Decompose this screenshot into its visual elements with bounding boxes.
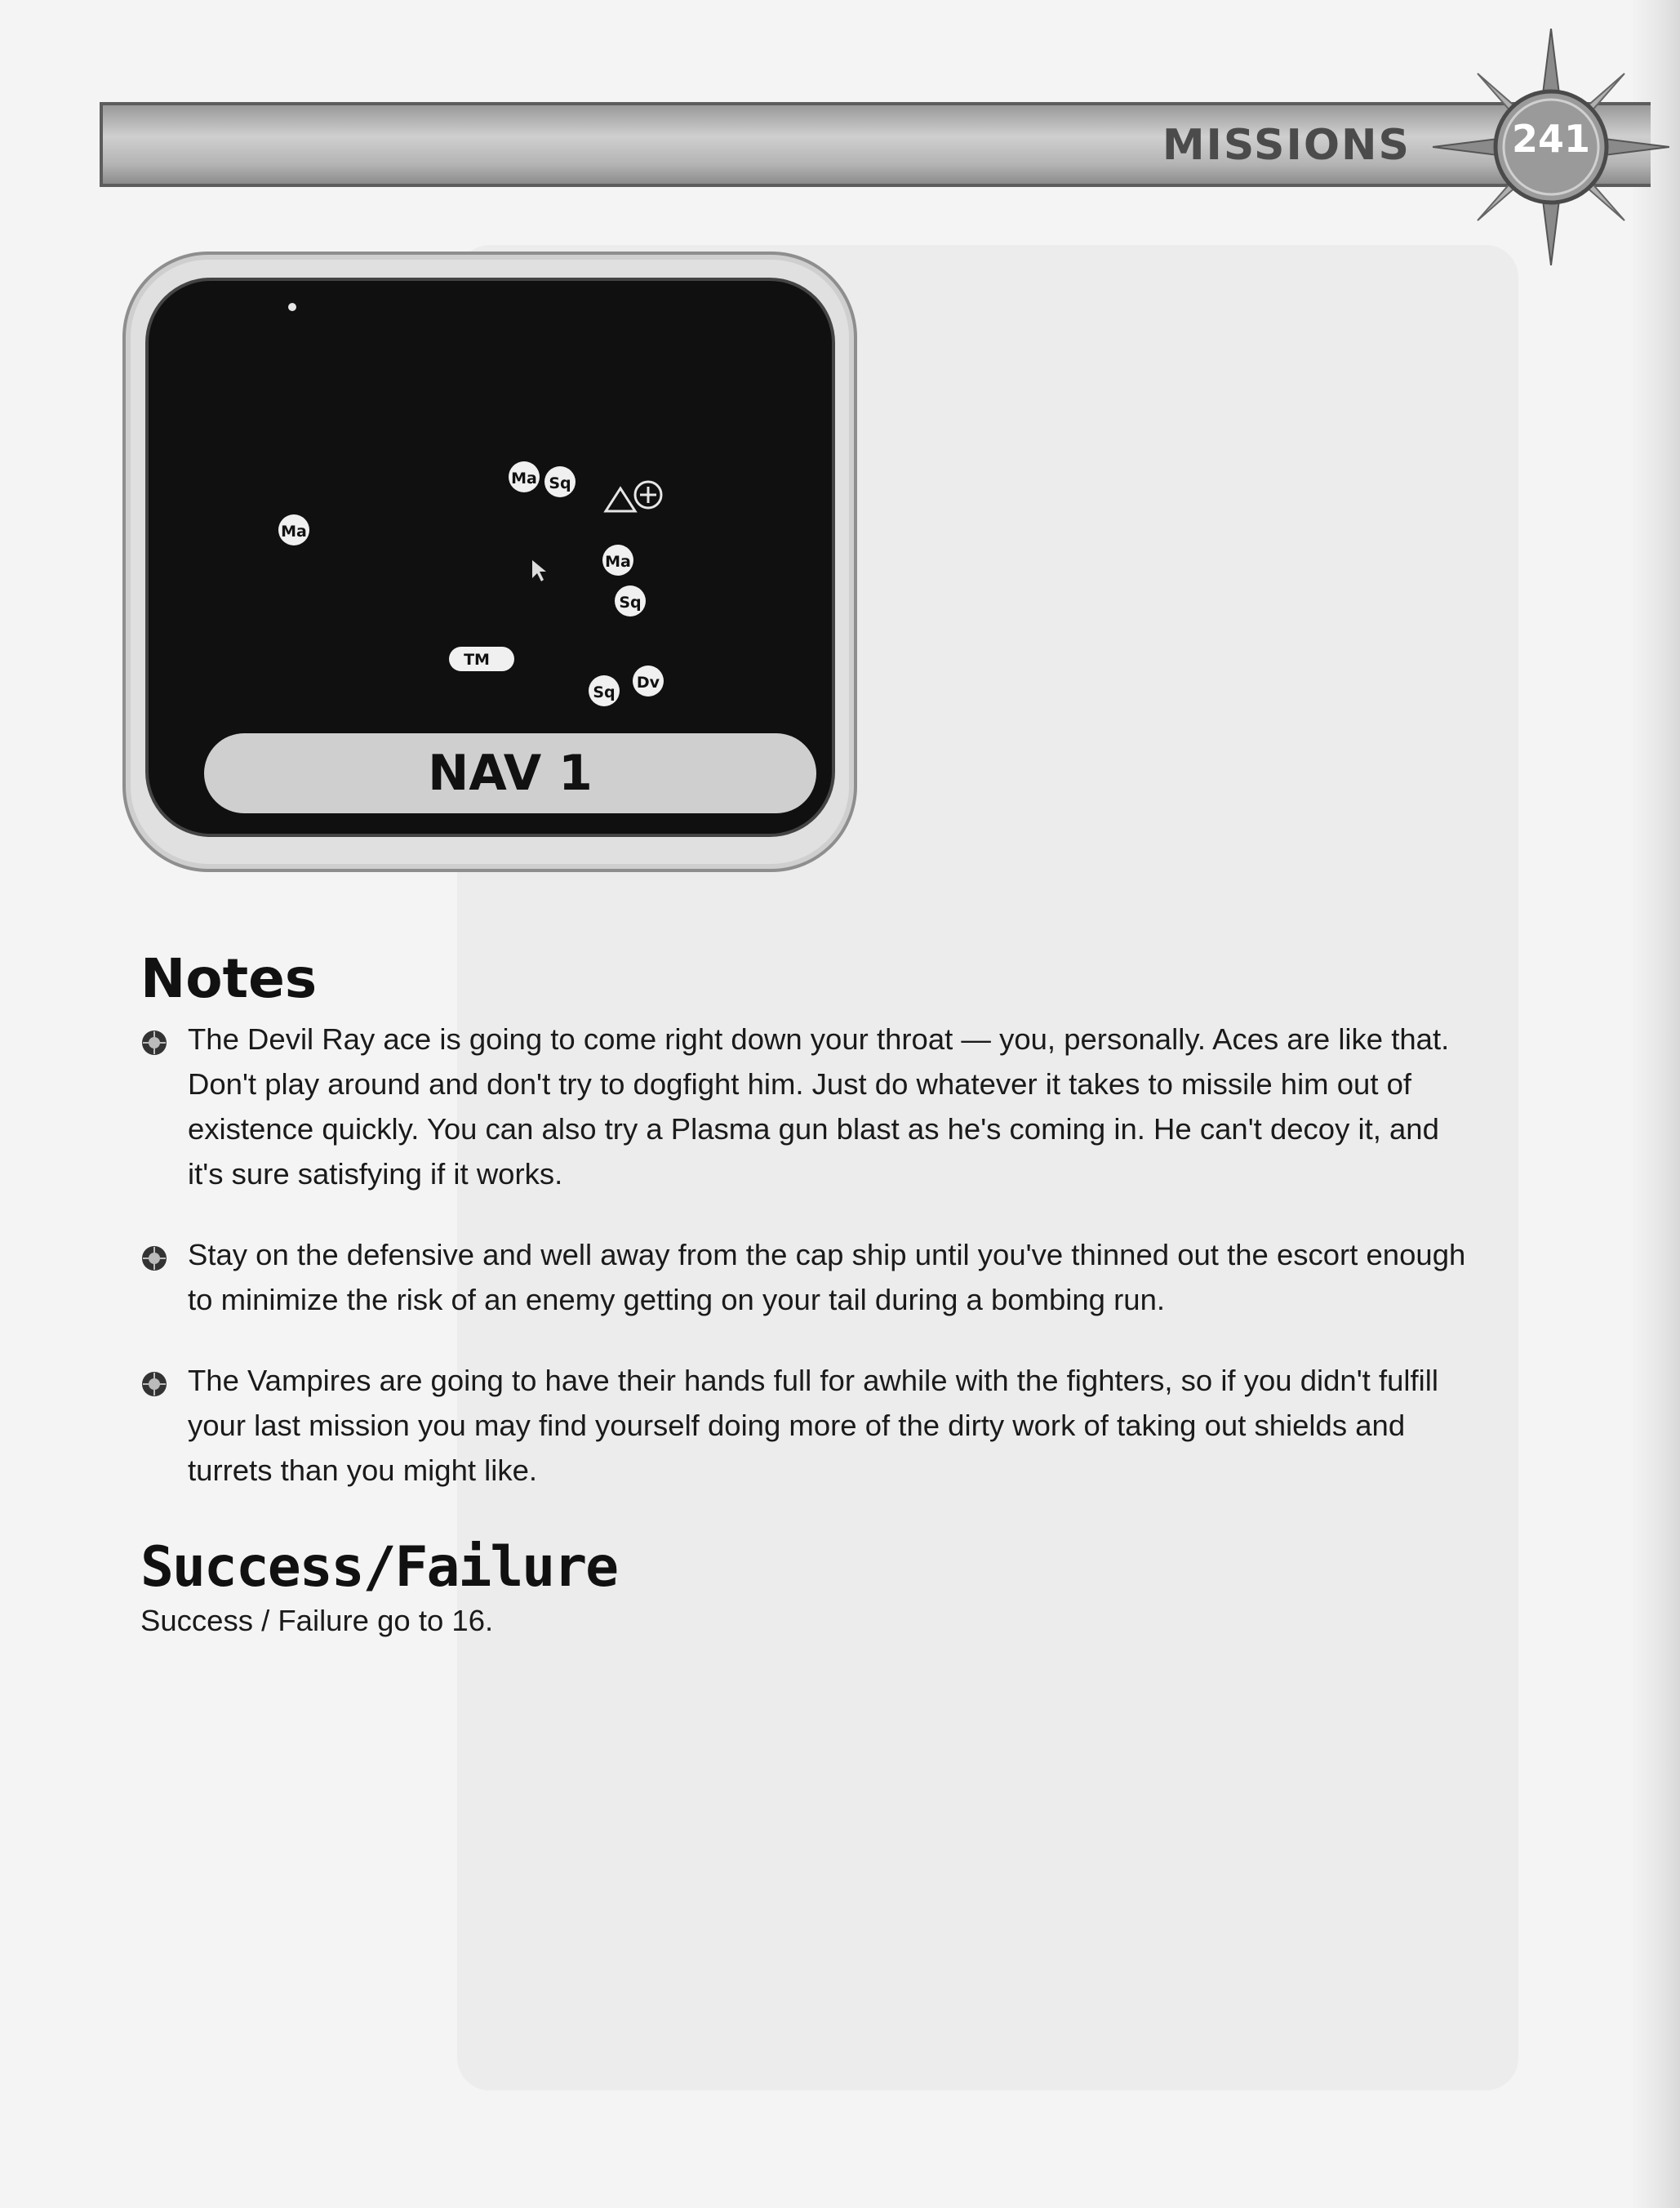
marker-label: Ma: [605, 553, 631, 571]
marker-label: Dv: [636, 674, 660, 692]
bullet-icon: [140, 1370, 168, 1398]
page-edge: [1631, 0, 1680, 2208]
nav-caption: NAV 1: [204, 733, 816, 813]
page-number: 241: [1511, 117, 1591, 161]
marker-dv: [633, 666, 664, 697]
notes-item-text: The Devil Ray ace is going to come right down your throat — you, personally. Aces are like that. Don't play around and don't try to dogfight him. Just do whatever it takes to missile him out of existence quickly. You can also try a Plasma gun blast as he's coming in. He can't decoy it, and it's sure satisfying if it works.: [188, 1022, 1450, 1191]
cursor-icon: [532, 560, 546, 581]
marker-sq-1: [544, 466, 576, 497]
notes-item: [140, 1358, 1479, 1493]
header-bar: [100, 102, 1651, 187]
notes-item-text: Stay on the defensive and well away from the cap ship until you've thinned out the escort enough to minimize the risk of an enemy getting on your tail during a bombing run.: [188, 1238, 1466, 1316]
notes-list: [140, 1017, 1479, 1529]
marker-label: TM: [464, 651, 490, 669]
success-failure-heading: Success/Failure: [140, 1535, 618, 1600]
marker-label: Sq: [549, 474, 571, 492]
marker-ma-3: [602, 545, 633, 576]
marker-label: Ma: [281, 523, 307, 541]
success-failure-text: Success / Failure go to 16.: [140, 1604, 494, 1637]
marker-label: Sq: [593, 683, 616, 701]
marker-ma-2: [278, 514, 309, 545]
section-title: MISSIONS: [1162, 121, 1411, 170]
nav-waypoint-dot: [288, 303, 296, 311]
notes-item-text: The Vampires are going to have their hands full for awhile with the fighters, so if you didn't fulfill your last mission you may find yourself doing more of the dirty work of taking out shields and turrets than you might like.: [188, 1364, 1438, 1487]
bullet-icon: [140, 1029, 168, 1057]
marker-label: Ma: [511, 470, 537, 487]
marker-ma-1: [509, 461, 540, 492]
marker-sq-2: [615, 585, 646, 617]
notes-item: [140, 1232, 1479, 1322]
marker-label: Sq: [619, 594, 642, 612]
notes-heading: Notes: [140, 947, 318, 1010]
bullet-icon: [140, 1244, 168, 1272]
notes-item: [140, 1017, 1479, 1196]
nav-point-icon: [606, 482, 661, 511]
marker-sq-3: [589, 675, 620, 706]
marker-tm: [449, 647, 514, 671]
